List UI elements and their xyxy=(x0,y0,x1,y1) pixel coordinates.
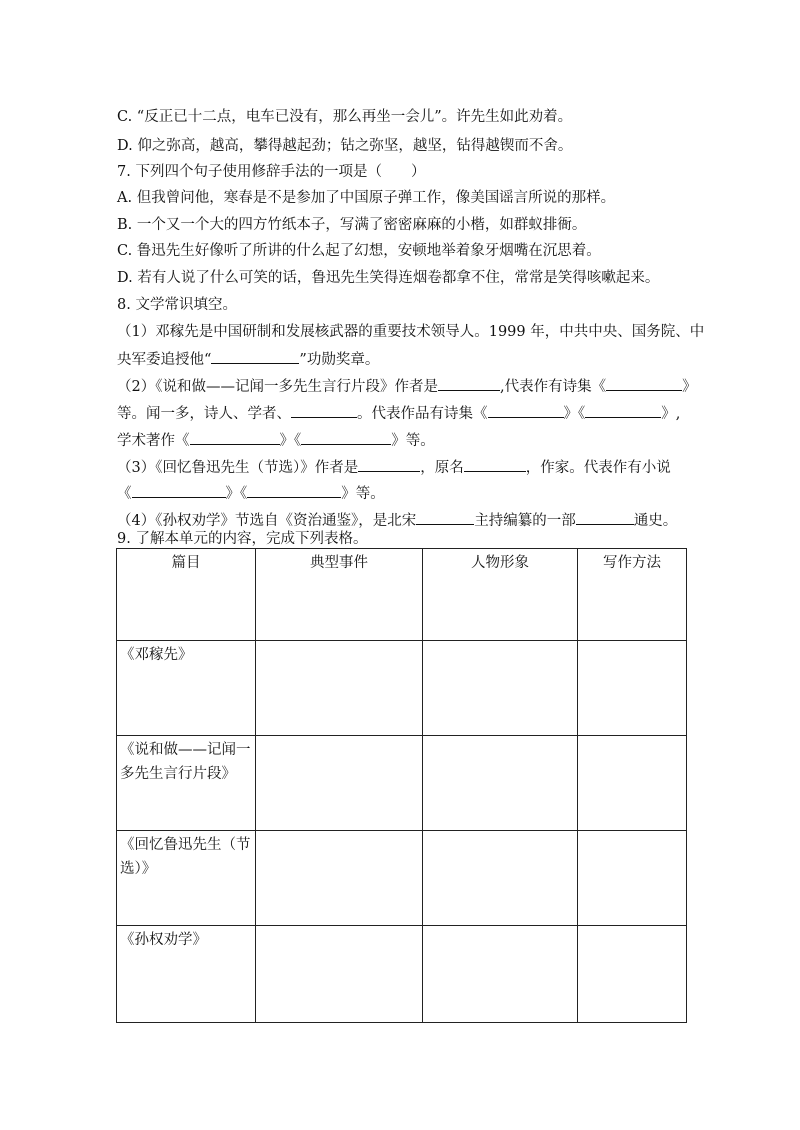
q8-part2-text-j: 》等。 xyxy=(391,433,435,449)
identity-blank[interactable] xyxy=(291,402,357,418)
q8-part3-text-f: 》等。 xyxy=(341,486,385,502)
q8-part4-text-a: （4）《孙权劝学》节选自《资治通鉴》，是北宋 xyxy=(117,513,417,529)
q8-part1-line2 xyxy=(117,348,707,368)
q8-part2-text-g: 》, xyxy=(661,406,681,422)
q7-option-b: B. 一个又一个大的四方竹纸本子，写满了密密麻麻的小楷，如群蚁排衙。 xyxy=(117,217,587,233)
character-cell[interactable] xyxy=(423,926,578,1023)
row-title-line: 《邓稼先》 xyxy=(120,647,193,663)
event-cell[interactable] xyxy=(256,736,423,831)
original-name-blank[interactable] xyxy=(464,456,526,472)
q8-part1-line1: （1）邓稼先是中国研制和发展核武器的重要技术领导人。1999 年，中共中央、国务院、中 xyxy=(117,324,705,340)
q8-part2-text-a: （2）《说和做——记闻一多先生言行片段》作者是 xyxy=(117,379,438,395)
event-cell[interactable] xyxy=(256,926,423,1023)
q6-option-d: D. 仰之弥高，越高，攀得越起劲；钻之弥坚，越坚，钻得越锲而不舍。 xyxy=(117,138,573,154)
q6-option-c: C. “反正已十二点，电车已没有，那么再坐一会儿”。许先生如此劝着。 xyxy=(117,109,573,125)
table-row xyxy=(117,736,687,831)
q8-part3-text-c: ，作家。代表作有小说 xyxy=(525,460,671,476)
method-cell[interactable] xyxy=(578,641,687,736)
q8-part1-text-a: 央军委追授他“ xyxy=(117,352,212,368)
author-blank[interactable] xyxy=(438,375,500,391)
row-title-line: 多先生言行片段》 xyxy=(120,766,236,782)
row-title-cell xyxy=(117,736,256,831)
q8-part3-text-e: 》《 xyxy=(225,486,248,502)
q7-option-d: D. 若有人说了什么可笑的话，鲁迅先生笑得连烟卷都拿不住，常常是笑得咳嗽起来。 xyxy=(117,270,660,286)
academic-work-blank-2[interactable] xyxy=(301,429,391,445)
method-cell[interactable] xyxy=(578,831,687,926)
row-title-cell xyxy=(117,641,256,736)
row-title-line: 选）》 xyxy=(120,861,157,877)
row-title-line: 《孙权劝学》 xyxy=(120,932,207,948)
novel-blank-2[interactable] xyxy=(247,482,341,498)
event-cell[interactable] xyxy=(256,831,423,926)
q8-part2-line2 xyxy=(117,402,707,422)
q8-part3-text-d: 《 xyxy=(117,486,132,502)
q7-option-a: A. 但我曾问他，寒春是不是参加了中国原子弹工作，像美国谣言所说的那样。 xyxy=(117,190,616,206)
academic-work-blank[interactable] xyxy=(190,429,280,445)
row-title-line: 《回忆鲁迅先生（节 xyxy=(120,837,251,853)
method-cell[interactable] xyxy=(578,736,687,831)
q7-option-c: C. 鲁迅先生好像听了所讲的什么起了幻想，安顿地举着象牙烟嘴在沉思着。 xyxy=(117,243,601,259)
q8-part2-text-d: 等。闻一多，诗人、学者、 xyxy=(117,406,291,422)
character-cell[interactable] xyxy=(423,641,578,736)
q9-stem: 9. 了解本单元的内容，完成下列表格。 xyxy=(117,531,368,547)
novel-blank[interactable] xyxy=(132,482,226,498)
poetry-collection-blank-3[interactable] xyxy=(585,402,661,418)
q8-part3-line1 xyxy=(117,456,707,476)
header-title: 篇目 xyxy=(117,549,256,641)
q8-part2-text-b: ,代表作有诗集《 xyxy=(499,379,607,395)
q8-part2-text-f: 》《 xyxy=(563,406,586,422)
honor-medal-blank[interactable] xyxy=(211,348,299,364)
header-method: 写作方法 xyxy=(578,549,687,641)
editor-blank[interactable] xyxy=(416,509,474,525)
history-type-blank[interactable] xyxy=(576,509,634,525)
table-row xyxy=(117,831,687,926)
q8-part2-text-c: 》 xyxy=(682,379,697,395)
q8-part3-line2 xyxy=(117,482,707,502)
author-blank-2[interactable] xyxy=(358,456,420,472)
unit-summary-table xyxy=(116,548,687,1023)
header-character: 人物形象 xyxy=(423,549,578,641)
method-cell[interactable] xyxy=(578,926,687,1023)
q8-part2-line1 xyxy=(117,375,707,395)
table-row xyxy=(117,641,687,736)
row-title-cell xyxy=(117,831,256,926)
table-header-row xyxy=(117,549,687,641)
q8-part4-line xyxy=(117,509,707,529)
q8-stem: 8. 文学常识填空。 xyxy=(117,297,237,313)
q8-part2-text-h: 学术著作《 xyxy=(117,433,190,449)
table-row xyxy=(117,926,687,1023)
row-title-line: 《说和做——记闻一 xyxy=(120,742,251,758)
q8-part4-text-b: 主持编纂的一部 xyxy=(474,513,576,529)
q8-part2-text-e: 。代表作品有诗集《 xyxy=(357,406,488,422)
q8-part1-text-b: ”功勋奖章。 xyxy=(299,352,380,368)
poetry-collection-blank-2[interactable] xyxy=(488,402,564,418)
q8-part4-text-c: 通史。 xyxy=(633,513,678,529)
q8-part2-text-i: 》《 xyxy=(279,433,302,449)
poetry-collection-blank[interactable] xyxy=(606,375,682,391)
header-event: 典型事件 xyxy=(256,549,423,641)
q8-part2-line3 xyxy=(117,429,707,449)
character-cell[interactable] xyxy=(423,831,578,926)
event-cell[interactable] xyxy=(256,641,423,736)
q8-part3-text-a: （3）《回忆鲁迅先生（节选）》作者是 xyxy=(117,460,359,476)
q7-stem: 7. 下列四个句子使用修辞手法的一项是（ ） xyxy=(117,164,426,180)
row-title-cell xyxy=(117,926,256,1023)
q8-part3-text-b: ，原名 xyxy=(420,460,464,476)
character-cell[interactable] xyxy=(423,736,578,831)
